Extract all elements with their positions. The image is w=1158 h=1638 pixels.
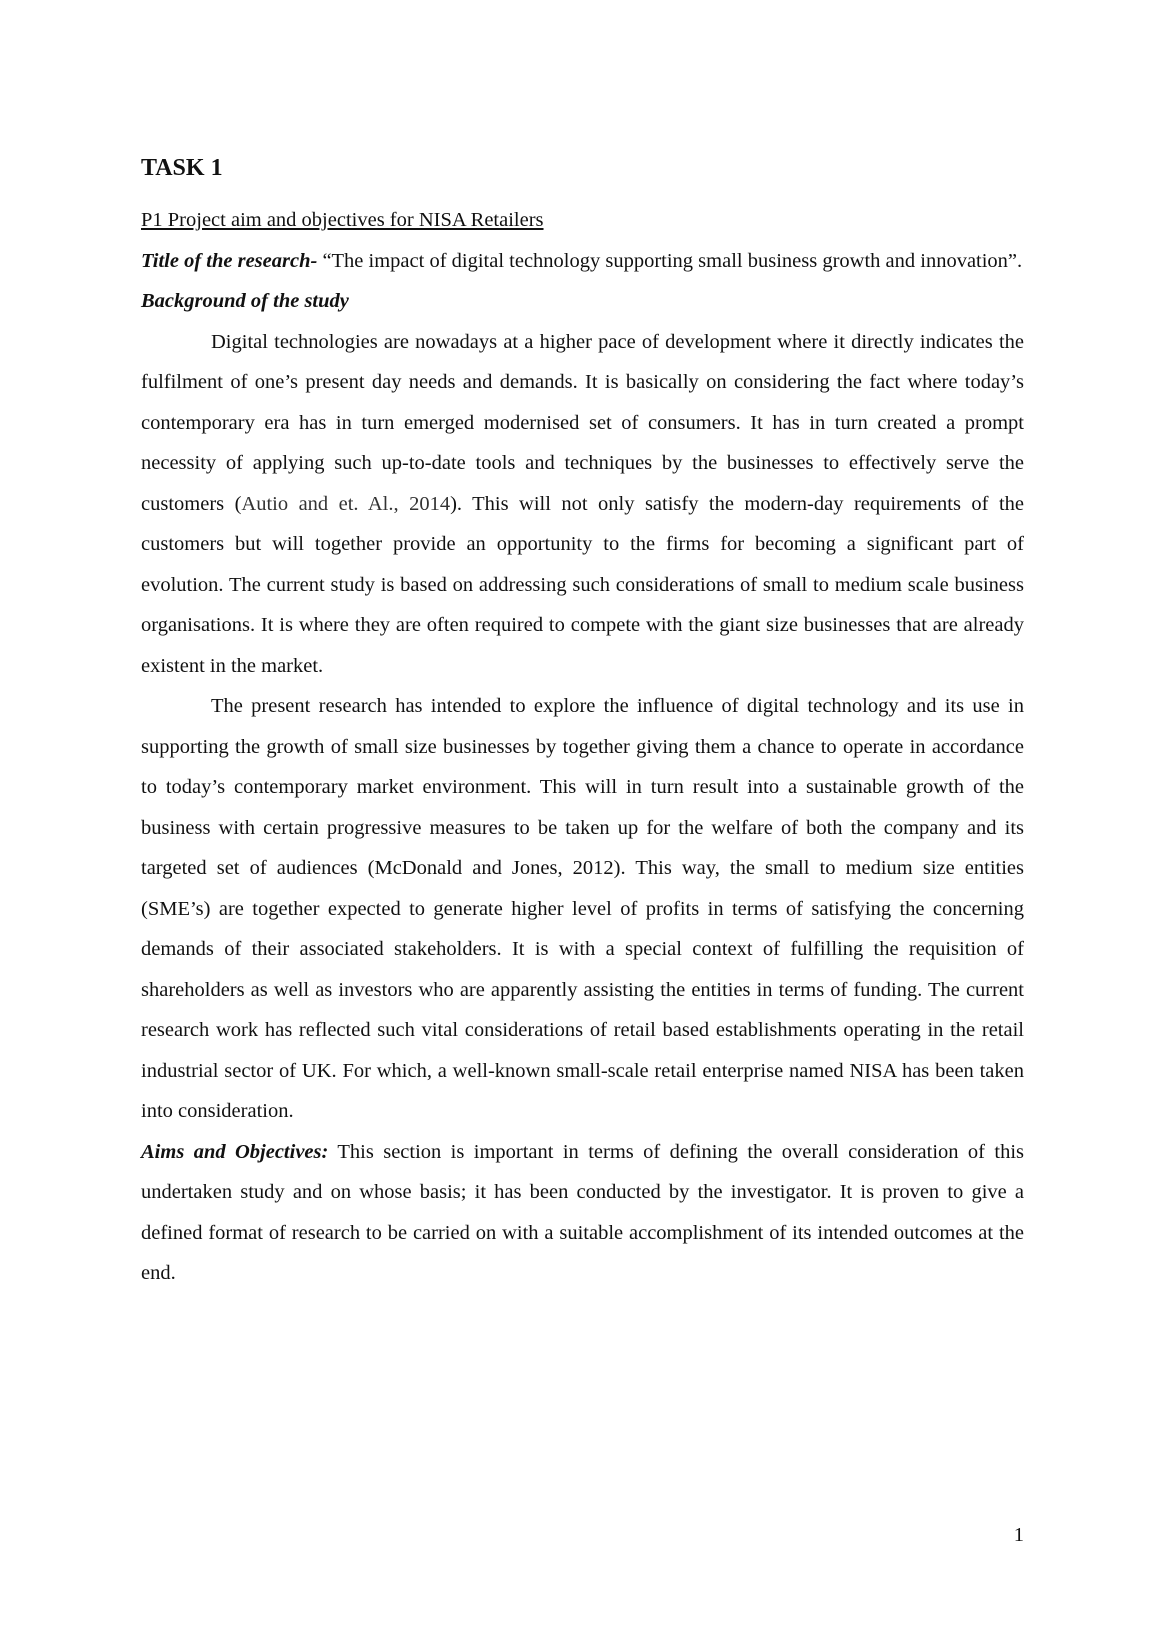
background-paragraph-1 (141, 322, 1024, 687)
background-paragraph-2: The present research has intended to explore the influence of digital technology and its use in supporting the growth of small size businesses by together giving them a chance to operate in accordance to today’s contemporary market environment. This will in turn result into a sustainable growth of the business with certain progressive measures to be taken up for the welfare of both the company and its targeted set of audiences (McDonald and Jones, 2012). This way, the small to medium size entities (SME’s) are together expected to generate higher level of profits in terms of satisfying the concerning demands of their associated stakeholders. It is with a special context of fulfilling the requisition of shareholders as well as investors who are apparently assisting the entities in terms of funding. The current research work has reflected such vital considerations of retail based establishments operating in the retail industrial sector of UK. For which, a well-known small-scale retail enterprise named NISA has been taken into consideration. (141, 695, 1024, 1122)
aims-objectives-paragraph (141, 1132, 1024, 1294)
background-p1-text-before: Digital technologies are nowadays at a higher pace of development where it directly indicates the fulfilment of one’s present day needs and demands. It is basically on considering the fact where today’s contemporary era has in turn emerged modernised set of consumers. It has in turn created a prompt necessity of applying such up-to-date tools and techniques by the businesses to effectively serve the customers ( (141, 330, 1024, 515)
background-p1-text-after: ). This will not only satisfy the modern-day requirements of the customers but will together provide an opportunity to the firms for becoming a significant part of evolution. The current study is based on addressing such considerations of small to medium scale business organisations. It is where they are often required to compete with the giant size businesses that are already existent in the market. (141, 492, 1024, 677)
aims-objectives-label: Aims and Objectives: (141, 1140, 329, 1163)
citation-autio: Autio and et. Al., 2014 (241, 492, 451, 515)
aims-objectives-text: This section is important in terms of defining the overall consideration of this undertaken study and on whose basis; it has been conducted by the investigator. It is proven to give a defined format of research to be carried on with a suitable accomplishment of its intended outcomes at the end. (141, 1140, 1025, 1284)
research-title-text: “The impact of digital technology supporting small business growth and innovation”. (317, 249, 1023, 272)
page-content (141, 148, 1024, 1294)
section-title: P1 Project aim and objectives for NISA Retailers (141, 209, 544, 231)
research-title-paragraph (141, 241, 1024, 282)
page-number: 1 (1013, 1524, 1024, 1546)
research-title-label: Title of the research- (141, 249, 318, 272)
background-heading: Background of the study (141, 290, 349, 312)
task-heading: TASK 1 (141, 155, 223, 181)
